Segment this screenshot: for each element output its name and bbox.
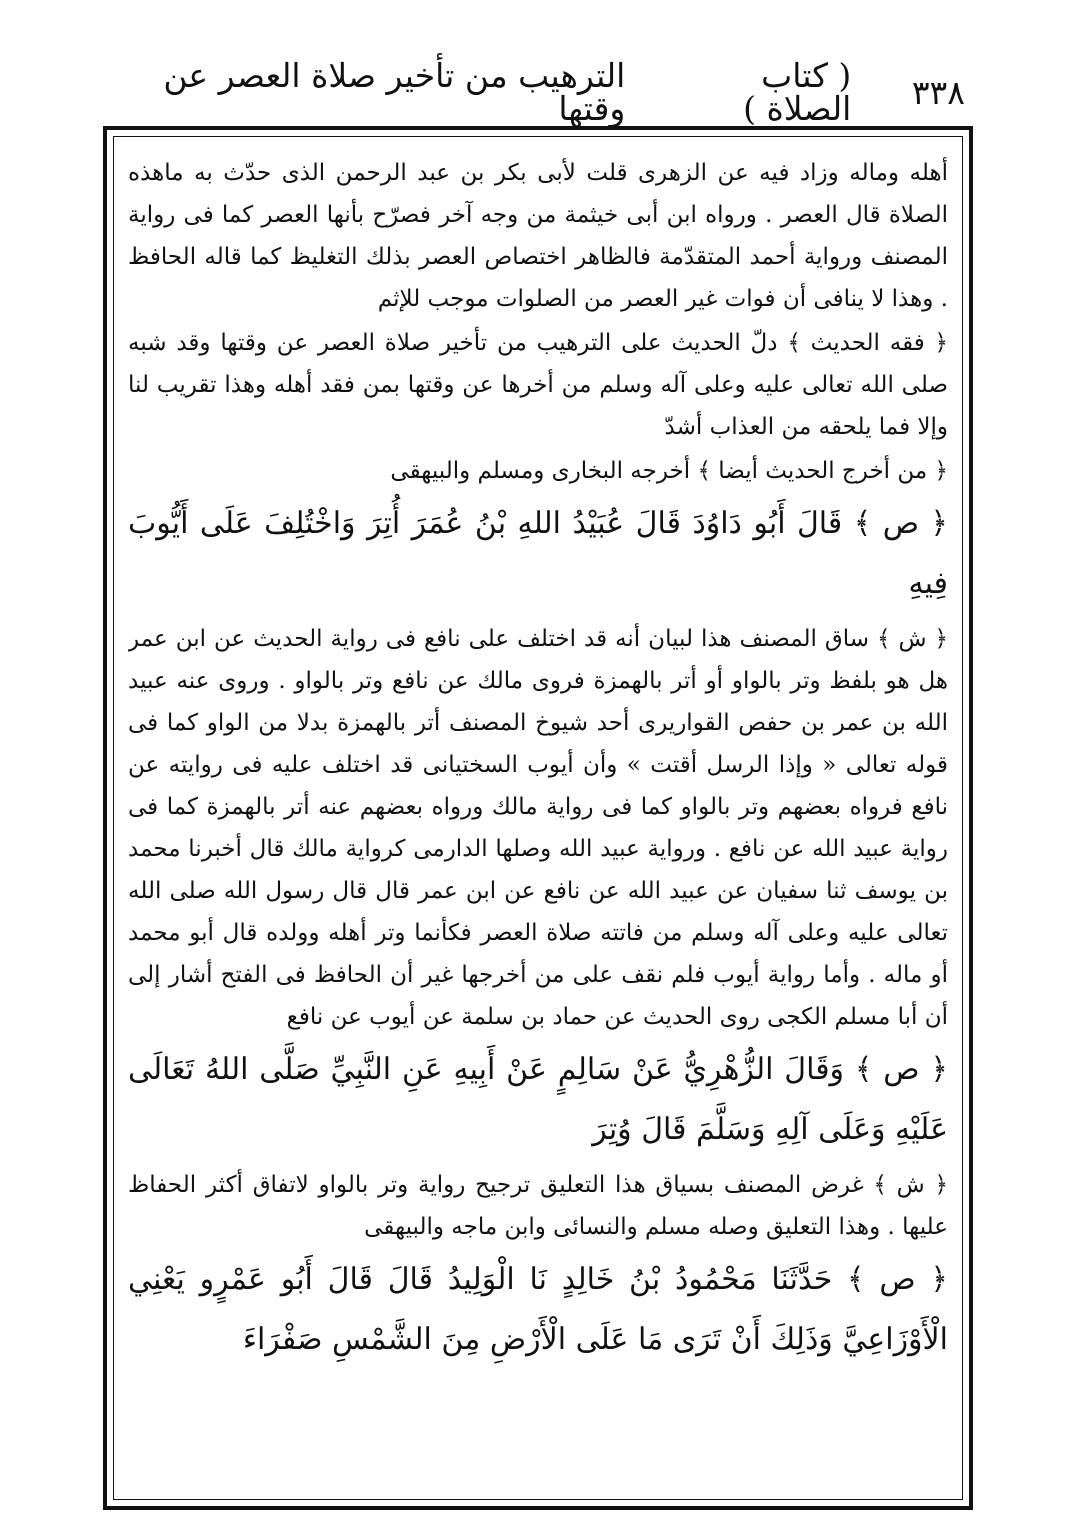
paragraph-text: حَدَّثَنَا مَحْمُودُ بْنُ خَالِدٍ نَا الْوَلِيدُ قَالَ قَالَ أَبُو عَمْرٍو يَعْنِي الْأَوْزَاعِيَّ وَذَلِكَ أَنْ تَرَى مَا عَلَى الْأَرْضِ مِنَ الشَّمْسِ صَفْرَاءَ <box>128 1262 948 1357</box>
paragraph-text: وَقَالَ الزُّهْرِيُّ عَنْ سَالِمٍ عَنْ أَبِيهِ عَنِ النَّبِيِّ صَلَّى اللهُ تَعَالَى عَلَيْهِ وَعَلَى آلِهِ وَسَلَّمَ قَالَ وُتِرَ <box>128 1052 948 1147</box>
section-marker: ﴿ من أخرج الحديث أيضا ﴾ <box>697 458 948 484</box>
section-marker: ﴿ ص ﴾ <box>847 1262 948 1297</box>
paragraph <box>128 152 948 320</box>
section-marker: ﴿ ش ﴾ <box>873 1172 948 1198</box>
paragraph <box>128 322 948 448</box>
paragraph-text: ساق المصنف هذا لبيان أنه قد اختلف على نافع فى رواية الحديث عن ابن عمر هل هو بلفظ وتر بالواو أو أتر بالهمزة فروى مالك عن نافع وتر بالواو . وروى عنه عبيد الله بن عمر بن حفص القواريرى أحد شيوخ المصنف أتر بالهمزة بدلا من الواو كما فى قوله تعالى « وإذا الرسل أقتت » وأن أيوب السختيانى قد اختلف عليه فى روايته عن نافع فرواه بعضهم وتر بالواو كما فى رواية مالك ورواه بعضهم عنه أتر بالهمزة كما فى رواية عبيد الله عن نافع . ورواية عبيد الله وصلها الدارمى كرواية مالك قال أخبرنا محمد بن يوسف ثنا سفيان عن عبيد الله عن نافع عن ابن عمر قال قال رسول الله صلى الله تعالى عليه وعلى آله وسلم من فاتته صلاة العصر فكأنما وتر أهله وولده قال أبو محمد أو ماله . وأما رواية أيوب فلم نقف على من أخرجها غير أن الحافظ فى الفتح أشار إلى أن أبا مسلم الكجى روى الحديث عن حماد بن سلمة عن أيوب عن نافع <box>128 626 948 1030</box>
paragraph <box>128 618 948 1038</box>
paragraph <box>128 450 948 492</box>
paragraph-text: أخرجه البخارى ومسلم والبيهقى <box>390 458 691 484</box>
section-marker: ﴿ ص ﴾ <box>854 1052 948 1087</box>
chapter-title: الترهيب من تأخير صلاة العصر عن وقتها <box>163 56 626 128</box>
running-header <box>150 56 965 128</box>
paragraph-text: دلّ الحديث على الترهيب من تأخير صلاة العصر عن وقتها وقد شبه صلى الله تعالى عليه وعلى آله وسلم من أخرها عن وقتها بمن فقد أهله وهذا تقريب لنا وإلا فما يلحقه من العذاب أشدّ <box>128 330 948 440</box>
hadith-text <box>128 494 948 614</box>
hadith-text <box>128 1250 948 1370</box>
section-marker: ﴿ ص ﴾ <box>853 506 948 541</box>
section-marker: ﴿ فقه الحديث ﴾ <box>787 330 948 356</box>
paragraph-text: غرض المصنف بسياق هذا التعليق ترجيح رواية وتر بالواو لاتفاق أكثر الحفاظ عليها . وهذا التعليق وصله مسلم والنسائى وابن ماجه والبيهقى <box>128 1172 948 1240</box>
page-body <box>128 152 948 1492</box>
paragraph <box>128 1164 948 1248</box>
paragraph-text: قَالَ أَبُو دَاوُدَ قَالَ عُبَيْدُ اللهِ بْنُ عُمَرَ أُتِرَ وَاخْتُلِفَ عَلَى أَيُّوبَ فِيهِ <box>128 506 948 601</box>
paragraph-text: أهله وماله وزاد فيه عن الزهرى قلت لأبى بكر بن عبد الرحمن الذى حدّث به ماهذه الصلاة قال العصر . ورواه ابن أبى خيثمة من وجه آخر فصرّح بأنها العصر كما فى رواية المصنف ورواية أحمد المتقدّمة فالظاهر اختصاص العصر بذلك التغليظ كما قاله الحافظ . وهذا لا ينافى أن فوات غير العصر من الصلوات موجب للإثم <box>128 160 948 312</box>
section-marker: ﴿ ش ﴾ <box>877 626 948 652</box>
book-title: ( كتاب الصلاة ) <box>743 56 852 128</box>
hadith-text <box>128 1040 948 1160</box>
page-number: ٣٣٨ <box>911 72 965 112</box>
